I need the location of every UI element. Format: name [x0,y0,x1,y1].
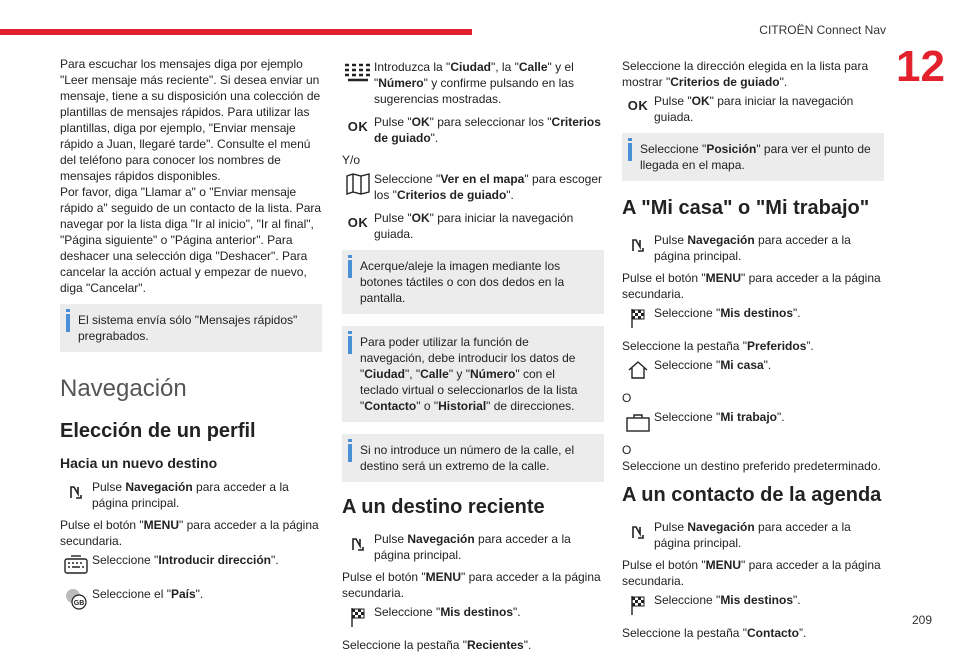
navigation-icon [622,231,654,259]
paragraph: Pulse el botón "MENU" para acceder a la página secundaria. [622,558,881,588]
heading: A un contacto de la agenda [622,484,882,506]
heading: Elección de un perfil [60,420,256,442]
paragraph: Pulse el botón "MENU" para acceder a la página secundaria. [622,271,881,301]
paragraph: Seleccione la dirección elegida en la lista para mostrar "Criterios de guiado". [622,59,869,89]
home-icon [622,356,654,384]
ok-icon: OK [347,119,369,134]
info-icon [348,444,352,462]
destinations-flag-icon [342,603,374,631]
flag-label: GB [73,600,85,607]
paragraph: Pulse el botón "MENU" para acceder a la página secundaria. [342,570,601,600]
step: Seleccione "Mis destinos". [342,603,604,631]
info-icon [66,314,70,332]
info-note [342,434,604,482]
chapter-number: 12 [896,42,945,91]
heading: A un destino reciente [342,496,545,518]
paragraph: Seleccione la pestaña "Recientes". [342,638,532,652]
paragraph: Pulse el botón "MENU" para acceder a la página secundaria. [60,518,319,548]
note-text: Si no introduce un número de la calle, el destino será un extremo de la calle. [360,443,575,473]
subheading: Hacia un nuevo destino [60,455,218,471]
note-text: El sistema envía sólo "Mensajes rápidos" pregrabados. [78,313,298,343]
keyboard-icon [342,58,374,86]
navigation-icon [342,530,374,558]
step: Pulse Navegación para acceder a la página principal. [622,518,884,551]
paragraph: O [622,443,632,457]
heading: A "Mi casa" o "Mi trabajo" [622,197,870,219]
info-icon [348,336,352,354]
note-text: Para poder utilizar la función de navegación, debe introducir los datos de "Ciudad", "Calle" y "Número" con el teclado virtual o seleccionarlos de la lista "Contacto" o "Historial" de direcciones. [360,335,578,413]
step: OK Pulse "OK" para iniciar la navegación guiada. [342,209,604,242]
country-flag-icon [60,585,92,613]
step: Introduzca la "Ciudad", la "Calle" y el "Número" y confirme pulsando en las sugerencias mostradas. [342,58,604,107]
paragraph: Y/o [342,153,361,167]
section-title: Navegación [60,375,187,402]
step: Pulse Navegación para acceder a la página principal. [342,530,604,563]
step: Seleccione "Mis destinos". [622,591,884,619]
paragraph: Para escuchar los mensajes diga por ejemplo "Leer mensaje más reciente". Si desea enviar un mensaje, tiene a su disposición una colección de plantillas de mensajes rápidos. Para utilizar las plantillas, diga por ejemplo, "Enviar mensaje rápido a Juan, llegaré tarde". Consulte el menú del teléfono para conocer los nombres de mensajes rápidos disponibles. [60,57,321,183]
paragraph: Por favor, diga "Llamar a" o "Enviar mensaje rápido a" seguido de un contacto de la lista. Para navegar por la lista diga "Ir al inicio", "Ir al final", "Página siguiente" o "Página anterior". Para deshacer una selección diga "Deshacer". Para cancelar la acción actual y empezar de nuevo, diga "Cancelar". [60,185,322,295]
column-1 [60,56,322,619]
note-text: Acerque/aleje la imagen mediante los botones táctiles o con dos dedos en la pantalla. [360,259,565,305]
step: Seleccione "Mi trabajo". [622,408,884,436]
ok-icon: OK [627,98,649,113]
address-keyboard-icon [60,551,92,579]
step: Seleccione "Mi casa". [622,356,884,384]
destinations-flag-icon [622,304,654,332]
work-icon [622,408,654,436]
info-note [342,250,604,314]
column-3 [622,58,884,641]
step: Seleccione "Introducir dirección". [60,551,322,579]
column-2 [342,58,604,653]
header-accent-bar [0,29,472,35]
step: GB Seleccione el "País". [60,585,322,613]
paragraph: Seleccione un destino preferido predeterminado. [622,459,881,473]
info-note [342,326,604,422]
step: Seleccione "Ver en el mapa" para escoger los "Criterios de guiado". [342,170,604,203]
paragraph: Seleccione la pestaña "Contacto”. [622,626,807,640]
paragraph: Seleccione la pestaña "Preferidos”. [622,339,814,353]
destinations-flag-icon [622,591,654,619]
step: OK Pulse "OK" para iniciar la navegación guiada. [622,92,884,125]
note-text: Seleccione "Posición" para ver el punto de llegada en el mapa. [640,142,871,172]
page-number: 209 [911,613,932,627]
step: Pulse Navegación para acceder a la página principal. [622,231,884,264]
info-icon [628,143,632,161]
map-icon [342,170,374,198]
navigation-icon [60,478,92,506]
navigation-icon [622,518,654,546]
step: Seleccione "Mis destinos". [622,304,884,332]
step: OK Pulse "OK" para seleccionar los "Criterios de guiado". [342,113,604,146]
ok-icon: OK [347,215,369,230]
manual-title: CITROËN Connect Nav [759,23,886,37]
info-icon [348,260,352,278]
info-note [60,304,322,352]
info-note [622,133,884,181]
step: Pulse Navegación para acceder a la página principal. [60,478,322,511]
paragraph: O [622,391,632,405]
